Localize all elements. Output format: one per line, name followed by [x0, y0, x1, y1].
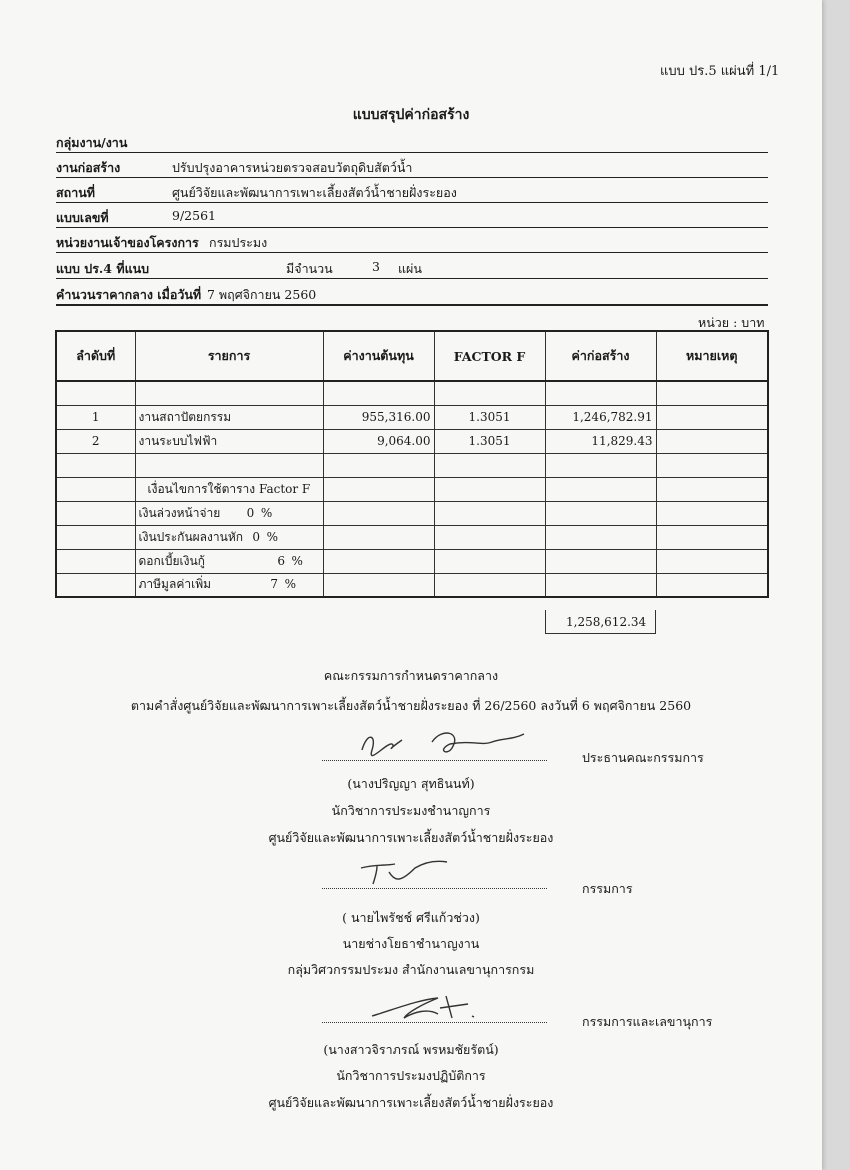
group-label: กลุ่มงาน/งาน	[56, 135, 128, 150]
item-factor: 1.3051	[434, 405, 545, 429]
count-label: มีจำนวน	[286, 261, 333, 276]
table-row	[56, 405, 768, 429]
member-org-chairman: ศูนย์วิจัยและพัฒนาการเพาะเลี้ยงสัตว์น้ำชายฝั่งระยอง	[268, 830, 554, 845]
condition-unit: %	[284, 577, 297, 592]
header-row-attachment	[56, 254, 768, 279]
item-total: 11,829.43	[545, 429, 656, 453]
condition-row	[56, 573, 768, 597]
member-name-member: ( นายไพรัชช์ ศรีแก้วช่วง)	[342, 910, 480, 925]
member-role-member: กรรมการ	[582, 881, 633, 896]
calc-date-value: 7 พฤศจิกายน 2560	[207, 287, 317, 302]
condition-row	[56, 501, 768, 525]
document-title: แบบสรุปค่าก่อสร้าง	[352, 107, 470, 123]
signature-member	[355, 858, 455, 888]
table-row-blank	[56, 453, 768, 477]
conditions-title: เงื่อนไขการใช้ตาราง Factor F	[135, 477, 323, 501]
table-row	[56, 429, 768, 453]
condition-value: 0	[246, 505, 255, 520]
header-row-location	[56, 178, 768, 203]
item-note	[656, 429, 768, 453]
item-cost: 9,064.00	[323, 429, 434, 453]
signature-line-chairman	[322, 760, 547, 761]
item-no: 1	[56, 405, 135, 429]
condition-label: ดอกเบี้ยเงินกู้	[138, 553, 205, 568]
signature-secretary	[368, 990, 488, 1024]
condition-unit: %	[260, 505, 273, 520]
condition-value: 0	[252, 529, 261, 544]
item-note	[656, 405, 768, 429]
condition-label: เงินประกันผลงานหัก	[138, 529, 244, 544]
condition-value: 7	[270, 577, 279, 592]
condition-row	[56, 549, 768, 573]
member-org-secretary: ศูนย์วิจัยและพัฒนาการเพาะเลี้ยงสัตว์น้ำชายฝั่งระยอง	[268, 1095, 554, 1110]
col-header-no: ลำดับที่	[56, 331, 135, 381]
signature-line-secretary	[322, 1022, 547, 1023]
calc-date-label: คำนวนราคากลาง เมื่อวันที่	[56, 287, 202, 302]
grand-total: 1,258,612.34	[545, 610, 656, 634]
condition-unit: %	[266, 529, 279, 544]
col-header-item: รายการ	[135, 331, 323, 381]
header-row-plan-no	[56, 203, 768, 228]
header-row-owner	[56, 228, 768, 253]
construction-label: งานก่อสร้าง	[56, 160, 121, 175]
signature-line-member	[322, 888, 547, 889]
table-row-blank	[56, 381, 768, 405]
owner-value: กรมประมง	[209, 235, 268, 250]
item-name: งานสถาปัตยกรรม	[135, 405, 323, 429]
signature-chairman	[342, 722, 542, 762]
cost-summary-table	[55, 330, 769, 598]
col-header-total: ค่าก่อสร้าง	[545, 331, 656, 381]
item-factor: 1.3051	[434, 429, 545, 453]
form-number: แบบ ปร.5 แผ่นที่ 1/1	[660, 64, 780, 79]
item-name: งานระบบไฟฟ้า	[135, 429, 323, 453]
item-total: 1,246,782.91	[545, 405, 656, 429]
attachment-label: แบบ ปร.4 ที่แนบ	[56, 261, 150, 276]
col-header-note: หมายเหตุ	[656, 331, 768, 381]
construction-value: ปรับปรุงอาคารหน่วยตรวจสอบวัตถุดิบสัตว์น้ำ	[172, 160, 413, 175]
condition-row	[56, 525, 768, 549]
table-header-row	[56, 331, 768, 381]
col-header-cost: ค่างานต้นทุน	[323, 331, 434, 381]
committee-order: ตามคำสั่งศูนย์วิจัยและพัฒนาการเพาะเลี้ยงสัตว์น้ำชายฝั่งระยอง ที่ 26/2560 ลงวันที่ 6 พฤศจิกายน 2560	[130, 698, 692, 713]
member-org-member: กลุ่มวิศวกรรมประมง สำนักงานเลขานุการกรม	[287, 962, 535, 977]
plan-no-value: 9/2561	[172, 208, 216, 223]
header-row-group	[56, 128, 768, 153]
count-value: 3	[372, 259, 380, 274]
condition-unit: %	[291, 553, 303, 568]
item-cost: 955,316.00	[323, 405, 434, 429]
member-position-member: นายช่างโยธาชำนาญงาน	[342, 936, 480, 951]
plan-no-label: แบบเลขที่	[56, 210, 109, 225]
owner-label: หน่วยงานเจ้าของโครงการ	[56, 235, 199, 250]
sheets-label: แผ่น	[398, 261, 422, 276]
committee-title: คณะกรรมการกำหนดราคากลาง	[323, 668, 499, 683]
condition-label: ภาษีมูลค่าเพิ่ม	[138, 577, 212, 592]
member-name-chairman: (นางปริญญา สุทธินนท์)	[347, 776, 475, 791]
location-value: ศูนย์วิจัยและพัฒนาการเพาะเลี้ยงสัตว์น้ำชายฝั่งระยอง	[172, 185, 457, 200]
header-row-calc-date	[56, 280, 768, 306]
member-name-secretary: (นางสาวจิราภรณ์ พรหมชัยรัตน์)	[323, 1042, 499, 1057]
condition-value: 6	[277, 553, 285, 568]
member-position-chairman: นักวิชาการประมงชำนาญการ	[331, 803, 491, 818]
location-label: สถานที่	[56, 185, 96, 200]
header-row-construction	[56, 153, 768, 178]
condition-label: เงินล่วงหน้าจ่าย	[138, 505, 221, 520]
member-position-secretary: นักวิชาการประมงปฏิบัติการ	[336, 1068, 486, 1083]
conditions-title-row	[56, 477, 768, 501]
col-header-factor: FACTOR F	[434, 331, 545, 381]
member-role-secretary: กรรมการและเลขานุการ	[582, 1014, 713, 1029]
member-role-chairman: ประธานคณะกรรมการ	[582, 750, 704, 765]
item-no: 2	[56, 429, 135, 453]
unit-label: หน่วย : บาท	[698, 315, 765, 330]
